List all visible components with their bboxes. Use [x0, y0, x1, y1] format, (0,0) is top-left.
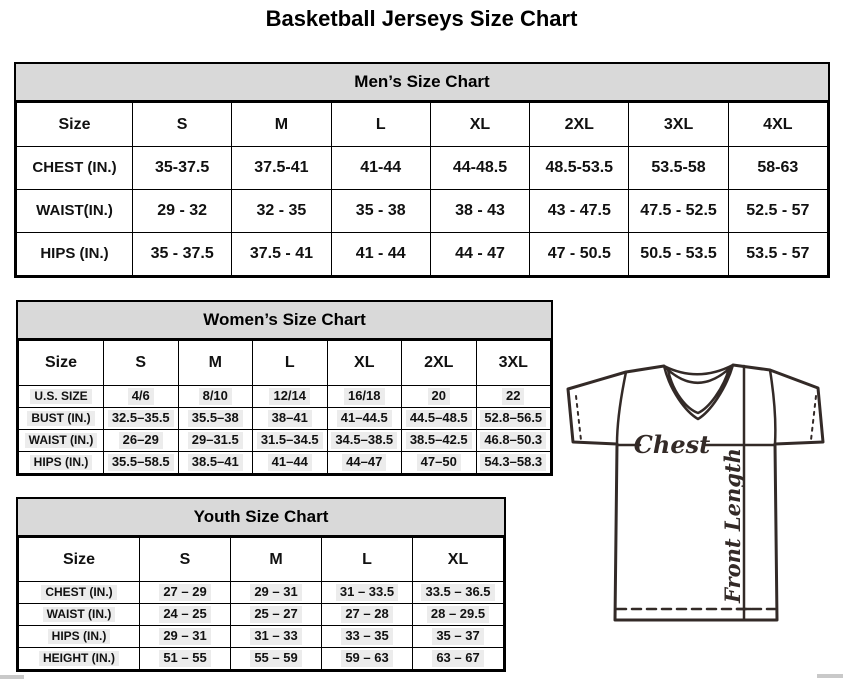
cell-text: 33 – 35 [341, 628, 392, 644]
value-cell [322, 582, 413, 604]
value-cell [140, 604, 231, 626]
value-cell [327, 430, 402, 452]
cell-text: 20 [428, 388, 450, 404]
value-cell: 50.5 - 53.5 [629, 233, 728, 276]
value-cell: 37.5 - 41 [232, 233, 331, 276]
size-column-header: 3XL [476, 341, 551, 386]
cell-text: 29–31.5 [188, 432, 243, 448]
row-label [19, 648, 140, 670]
value-cell [327, 408, 402, 430]
jersey-collar-icon [664, 365, 733, 419]
row-label: HIPS (IN.) [17, 233, 133, 276]
value-cell: 35-37.5 [133, 147, 232, 190]
mens-chart-title: Men’s Size Chart [16, 64, 828, 102]
page-title: Basketball Jerseys Size Chart [265, 6, 578, 31]
value-cell [231, 626, 322, 648]
value-cell [253, 452, 328, 474]
value-cell [322, 626, 413, 648]
womens-chart-title: Women’s Size Chart [18, 302, 551, 340]
value-cell [402, 386, 477, 408]
cell-text: 28 – 29.5 [427, 606, 489, 622]
size-column-header: XL [327, 341, 402, 386]
cell-text: 35.5–58.5 [108, 454, 174, 470]
cell-text: 35 – 37 [432, 628, 483, 644]
cell-text: 34.5–38.5 [331, 432, 397, 448]
value-cell [413, 604, 504, 626]
size-column-header: 2XL [530, 103, 629, 147]
size-column-header: S [104, 341, 179, 386]
value-cell: 37.5-41 [232, 147, 331, 190]
value-cell [231, 648, 322, 670]
size-column-header: M [178, 341, 253, 386]
value-cell [178, 430, 253, 452]
womens-size-table [18, 340, 551, 474]
value-cell: 38 - 43 [430, 190, 529, 233]
value-cell [178, 386, 253, 408]
jersey-left-seam-icon [617, 372, 626, 444]
row-label-header: Size [19, 538, 140, 582]
cell-text: 16/18 [344, 388, 385, 404]
table-row [17, 147, 828, 190]
cell-text: WAIST (IN.) [43, 607, 116, 622]
cell-text: 51 – 55 [159, 650, 210, 666]
value-cell: 35 - 38 [331, 190, 430, 233]
cell-text: 32.5–35.5 [108, 410, 174, 426]
h-scrollbar-fragment-left[interactable] [0, 675, 24, 679]
value-cell: 48.5-53.5 [530, 147, 629, 190]
value-cell [476, 452, 551, 474]
size-column-header: L [322, 538, 413, 582]
size-header-row [19, 538, 504, 582]
value-cell [231, 582, 322, 604]
value-cell [104, 408, 179, 430]
value-cell [253, 386, 328, 408]
cell-text: 31 – 33 [250, 628, 301, 644]
jersey-diagram [554, 356, 843, 628]
row-label [19, 452, 104, 474]
value-cell: 32 - 35 [232, 190, 331, 233]
cell-text: 35.5–38 [188, 410, 243, 426]
value-cell [140, 648, 231, 670]
value-cell [231, 604, 322, 626]
h-scrollbar-fragment-right[interactable] [817, 674, 843, 678]
cell-text: 33.5 – 36.5 [421, 584, 494, 600]
cuff-stitch-left-icon [576, 396, 581, 440]
cell-text: 46.8–50.3 [480, 432, 546, 448]
size-header-row [17, 103, 828, 147]
cell-text: 44–47 [342, 454, 386, 470]
cell-text: CHEST (IN.) [41, 585, 116, 600]
mens-size-chart [14, 62, 830, 278]
size-column-header: 3XL [629, 103, 728, 147]
cell-text: 25 – 27 [250, 606, 301, 622]
value-cell [322, 604, 413, 626]
table-row [19, 430, 551, 452]
row-label [19, 604, 140, 626]
cell-text: HIPS (IN.) [48, 629, 111, 644]
row-label: WAIST(IN.) [17, 190, 133, 233]
jersey-outline-icon [568, 365, 823, 620]
cell-text: 22 [502, 388, 524, 404]
womens-size-chart [16, 300, 553, 476]
value-cell: 44 - 47 [430, 233, 529, 276]
table-row [19, 648, 504, 670]
size-column-header: XL [430, 103, 529, 147]
row-label: CHEST (IN.) [17, 147, 133, 190]
mens-size-table [16, 102, 828, 276]
value-cell [402, 408, 477, 430]
size-header-row [19, 341, 551, 386]
value-cell: 47.5 - 52.5 [629, 190, 728, 233]
cell-text: 52.8–56.5 [480, 410, 546, 426]
youth-size-chart [16, 497, 506, 672]
cell-text: 59 – 63 [341, 650, 392, 666]
table-row [17, 233, 828, 276]
cell-text: 26–29 [119, 432, 163, 448]
cell-text: 24 – 25 [159, 606, 210, 622]
cell-text: HIPS (IN.) [30, 455, 93, 470]
cell-text: 38.5–41 [188, 454, 243, 470]
size-column-header: 4XL [728, 103, 827, 147]
value-cell: 29 - 32 [133, 190, 232, 233]
cell-text: 41–44.5 [337, 410, 392, 426]
value-cell [104, 430, 179, 452]
cell-text: WAIST (IN.) [25, 433, 98, 448]
value-cell [140, 626, 231, 648]
row-label [19, 430, 104, 452]
value-cell [476, 430, 551, 452]
value-cell [476, 386, 551, 408]
cell-text: 27 – 28 [341, 606, 392, 622]
cell-text: 47–50 [417, 454, 461, 470]
cuff-stitch-right-icon [811, 396, 816, 440]
value-cell [327, 452, 402, 474]
cell-text: 44.5–48.5 [406, 410, 472, 426]
value-cell: 52.5 - 57 [728, 190, 827, 233]
value-cell [140, 582, 231, 604]
value-cell [104, 386, 179, 408]
value-cell: 47 - 50.5 [530, 233, 629, 276]
cell-text: 63 – 67 [432, 650, 483, 666]
table-row [19, 604, 504, 626]
cell-text: 8/10 [199, 388, 232, 404]
size-column-header: S [140, 538, 231, 582]
value-cell [178, 452, 253, 474]
table-row [19, 582, 504, 604]
value-cell: 41 - 44 [331, 233, 430, 276]
size-column-header: 2XL [402, 341, 477, 386]
cell-text: 31.5–34.5 [257, 432, 323, 448]
row-label [19, 408, 104, 430]
value-cell [327, 386, 402, 408]
cell-text: 29 – 31 [159, 628, 210, 644]
youth-chart-title: Youth Size Chart [18, 499, 504, 537]
cell-text: HEIGHT (IN.) [39, 651, 119, 666]
cell-text: 38.5–42.5 [406, 432, 472, 448]
cell-text: 31 – 33.5 [336, 584, 398, 600]
table-row [17, 190, 828, 233]
row-label [19, 626, 140, 648]
cell-text: 29 – 31 [250, 584, 301, 600]
row-label [19, 582, 140, 604]
cell-text: BUST (IN.) [27, 411, 94, 426]
cell-text: 38–41 [268, 410, 312, 426]
value-cell: 44-48.5 [430, 147, 529, 190]
jersey-right-seam-icon [770, 370, 775, 444]
value-cell: 58-63 [728, 147, 827, 190]
value-cell: 53.5-58 [629, 147, 728, 190]
value-cell [104, 452, 179, 474]
value-cell [413, 582, 504, 604]
cell-text: 54.3–58.3 [480, 454, 546, 470]
front-length-label: Front Length [720, 448, 745, 603]
value-cell: 53.5 - 57 [728, 233, 827, 276]
size-column-header: L [331, 103, 430, 147]
size-column-header: XL [413, 538, 504, 582]
table-row [19, 408, 551, 430]
value-cell [402, 452, 477, 474]
value-cell [402, 430, 477, 452]
value-cell: 41-44 [331, 147, 430, 190]
value-cell [253, 408, 328, 430]
chest-label: Chest [633, 430, 711, 459]
cell-text: 55 – 59 [250, 650, 301, 666]
value-cell: 43 - 47.5 [530, 190, 629, 233]
value-cell [322, 648, 413, 670]
cell-text: 27 – 29 [159, 584, 210, 600]
size-column-header: L [253, 341, 328, 386]
value-cell [413, 648, 504, 670]
value-cell: 35 - 37.5 [133, 233, 232, 276]
cell-text: U.S. SIZE [30, 389, 91, 404]
youth-size-table [18, 537, 504, 670]
table-row [19, 626, 504, 648]
table-row [19, 452, 551, 474]
row-label [19, 386, 104, 408]
row-label-header: Size [19, 341, 104, 386]
size-column-header: M [232, 103, 331, 147]
table-row [19, 386, 551, 408]
cell-text: 4/6 [128, 388, 154, 404]
value-cell [178, 408, 253, 430]
size-column-header: S [133, 103, 232, 147]
value-cell [253, 430, 328, 452]
cell-text: 12/14 [269, 388, 310, 404]
value-cell [413, 626, 504, 648]
size-column-header: M [231, 538, 322, 582]
row-label-header: Size [17, 103, 133, 147]
cell-text: 41–44 [268, 454, 312, 470]
value-cell [476, 408, 551, 430]
